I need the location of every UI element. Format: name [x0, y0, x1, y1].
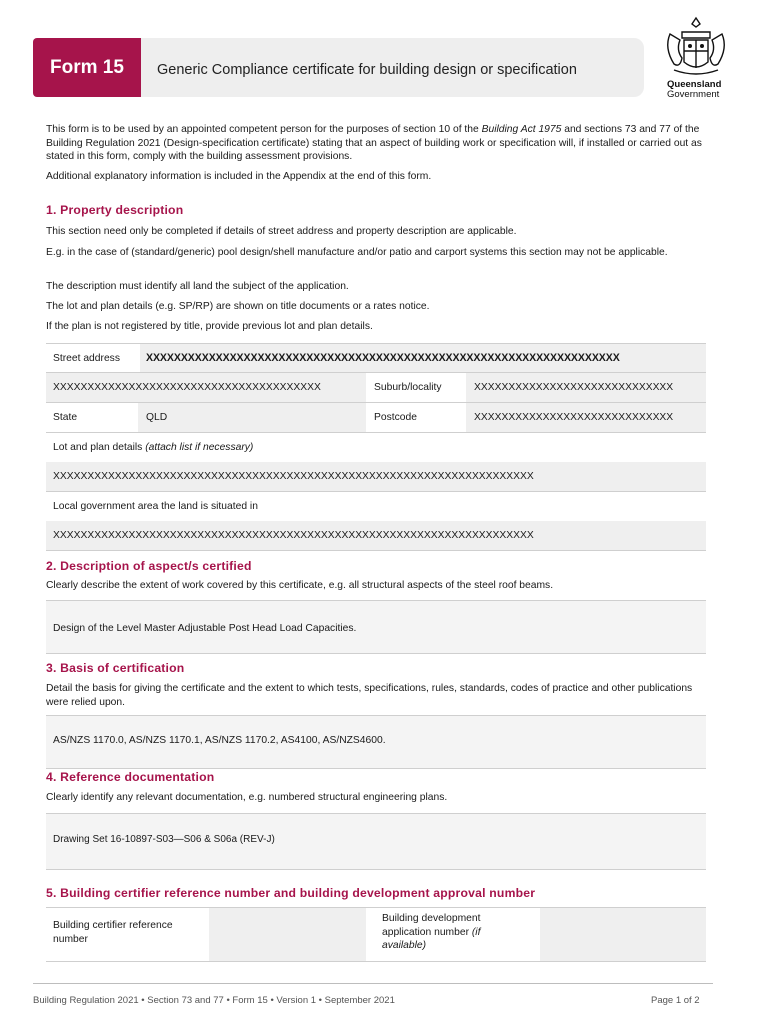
intro-paragraph: This form is to be used by an appointed competent person for the purposes of section 10 of the Building Act 1975 and sections 73 and 77 of the Building Regulation 2021 (Design-specification certificate) stating that an aspect of building work or specification will, if installed or carried out as stated in this form, comply with the building assessment provisions.	[46, 124, 702, 162]
footer-citation: Building Regulation 2021 • Section 73 and 77 • Form 15 • Version 1 • September 2021	[33, 995, 395, 1006]
section1-note-4: The lot and plan details (e.g. SP/RP) are shown on title documents or a rates notice.	[46, 301, 430, 312]
address-line2-value: XXXXXXXXXXXXXXXXXXXXXXXXXXXXXXXXXXXXXXX	[53, 382, 321, 393]
street-address-label: Street address	[53, 352, 120, 364]
section1-note-1: This section need only be completed if details of street address and property description are applicable.	[46, 226, 517, 237]
postcode-label: Postcode	[374, 412, 417, 423]
basis-certification-value: AS/NZS 1170.0, AS/NZS 1170.1, AS/NZS 1170.2, AS4100, AS/NZS4600.	[53, 735, 386, 746]
section1-note-5: If the plan is not registered by title, provide previous lot and plan details.	[46, 321, 373, 332]
approval-number-field[interactable]	[540, 908, 706, 961]
gov-line2: Government	[667, 89, 720, 100]
gov-line1: Queensland	[667, 79, 722, 90]
section1-note-3: The description must identify all land the subject of the application.	[46, 281, 349, 292]
approval-number-label: Building development application number (if available)	[382, 913, 481, 951]
state-value: QLD	[146, 412, 168, 423]
section4-heading: 4. Reference documentation	[46, 770, 215, 784]
section2-note: Clearly describe the extent of work covered by this certificate, e.g. all structural aspects of the steel roof beams.	[46, 580, 554, 591]
lga-value: XXXXXXXXXXXXXXXXXXXXXXXXXXXXXXXXXXXXXXXXXXXXXXXXXXXXXXXXXXXXXXXXXXXXXX	[53, 530, 534, 541]
street-address-value: XXXXXXXXXXXXXXXXXXXXXXXXXXXXXXXXXXXXXXXXXXXXXXXXXXXXXXXXXXXXXXXXXXXX	[146, 352, 620, 364]
lga-label: Local government area the land is situated in	[53, 500, 258, 512]
form-number-tab	[33, 38, 141, 97]
suburb-value: XXXXXXXXXXXXXXXXXXXXXXXXXXXXX	[474, 382, 674, 393]
section1-heading: 1. Property description	[46, 203, 184, 217]
form-title: Generic Compliance certificate for building design or specification	[157, 62, 577, 78]
postcode-value: XXXXXXXXXXXXXXXXXXXXXXXXXXXXX	[474, 412, 674, 423]
queensland-crest-logo	[660, 14, 732, 88]
section1-note-2: E.g. in the case of (standard/generic) pool design/shell manufacture and/or patio and carport systems this section may not be applicable.	[46, 247, 668, 258]
section3-note: Detail the basis for giving the certificate and the extent to which tests, specifications, rules, standards, codes of practice and other publications were relied upon.	[46, 683, 693, 708]
lot-plan-value: XXXXXXXXXXXXXXXXXXXXXXXXXXXXXXXXXXXXXXXXXXXXXXXXXXXXXXXXXXXXXXXXXXXXXX	[53, 471, 534, 482]
page-number: Page 1 of 2	[651, 995, 700, 1006]
state-field[interactable]	[138, 403, 366, 432]
certifier-reference-field[interactable]	[209, 908, 366, 961]
queensland-government-wordmark	[667, 80, 721, 100]
reference-documentation-value: Drawing Set 16-10897-S03—S06 & S06a (REV-J)	[53, 834, 275, 845]
section4-note: Clearly identify any relevant documentation, e.g. numbered structural engineering plans.	[46, 792, 448, 803]
suburb-label: Suburb/locality	[374, 382, 442, 393]
state-label: State	[53, 412, 78, 423]
aspect-certified-value: Design of the Level Master Adjustable Post Head Load Capacities.	[53, 623, 357, 634]
intro-appendix-note: Additional explanatory information is included in the Appendix at the end of this form.	[46, 171, 432, 182]
certifier-reference-label: Building certifier reference number	[53, 920, 173, 945]
section3-heading: 3. Basis of certification	[46, 661, 185, 675]
section5-heading: 5. Building certifier reference number and building development approval number	[46, 886, 536, 900]
lot-plan-label: Lot and plan details (attach list if necessary)	[53, 441, 254, 453]
form-number: Form 15	[50, 56, 124, 78]
footer-rule	[33, 983, 713, 984]
section2-heading: 2. Description of aspect/s certified	[46, 559, 252, 573]
